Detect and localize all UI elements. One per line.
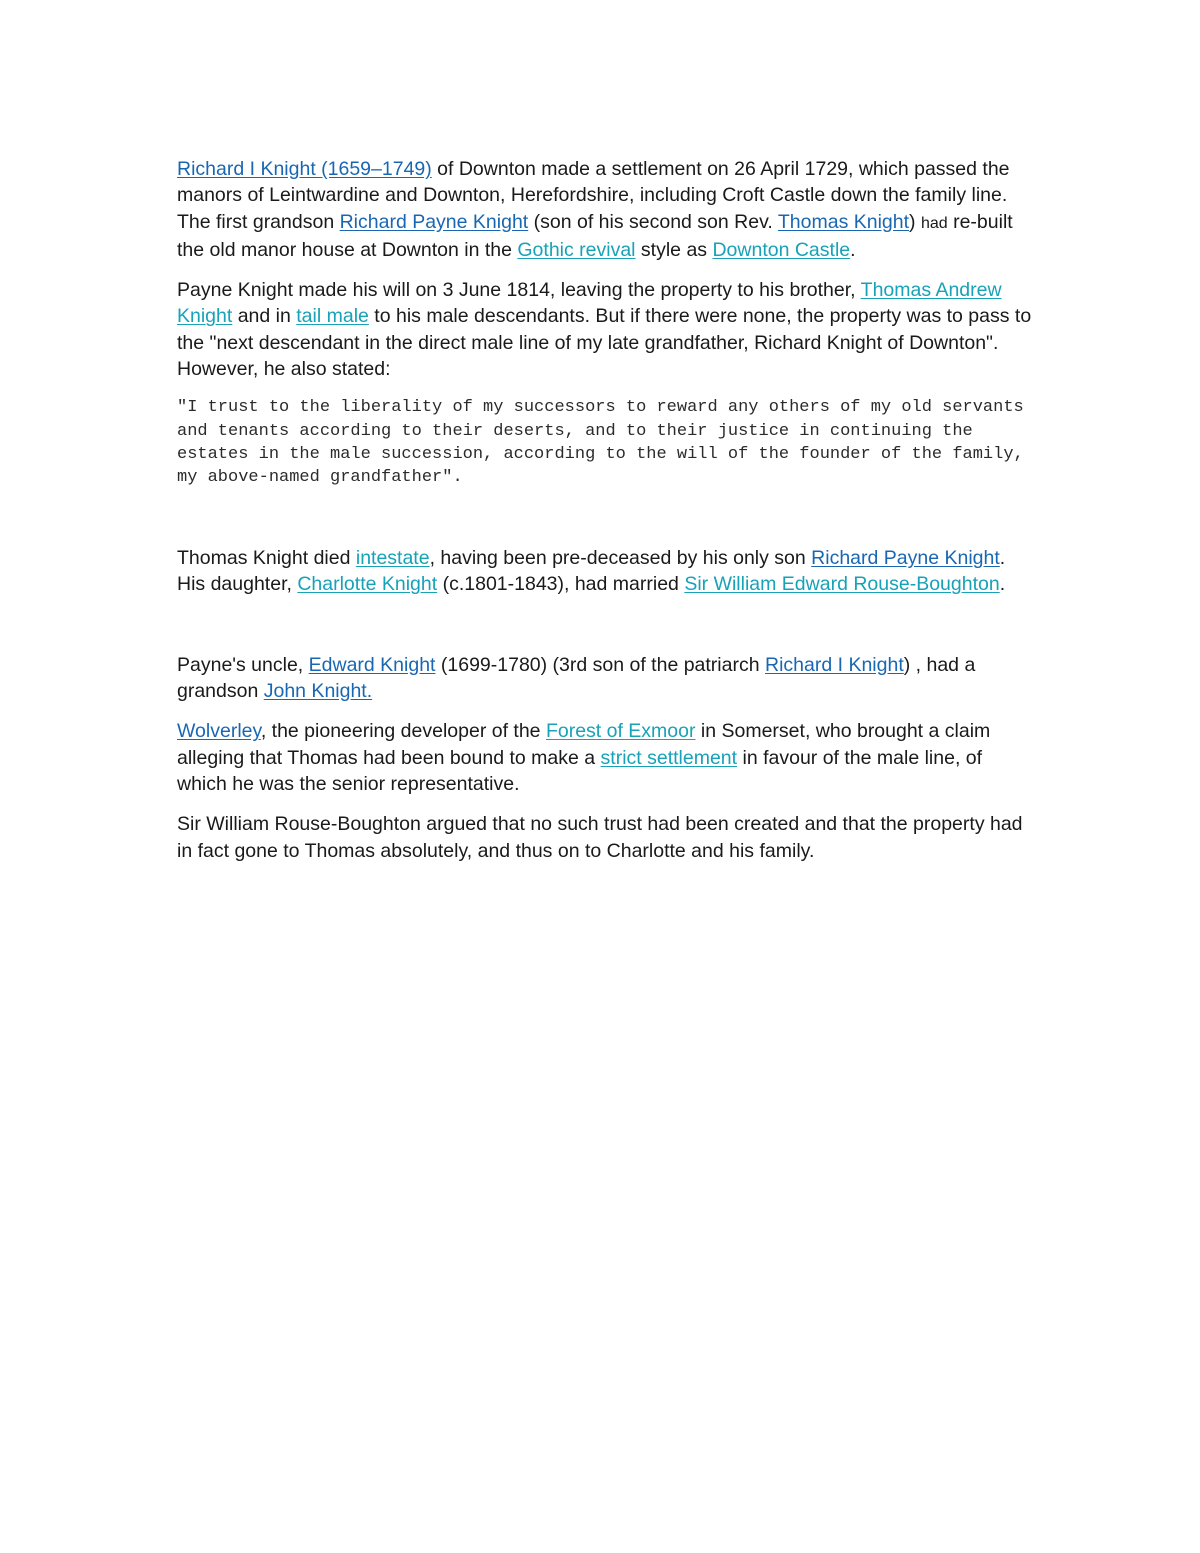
text: style as: [635, 238, 713, 261]
link-sir-william-rouse-boughton[interactable]: Sir William Edward Rouse-Boughton: [684, 573, 1000, 596]
link-john-knight[interactable]: John Knight.: [263, 680, 373, 703]
link-edward-knight[interactable]: Edward Knight: [308, 653, 436, 676]
text: had: [920, 214, 948, 232]
paragraph-settlement: [177, 156, 1032, 263]
link-strict-settlement[interactable]: strict settlement: [600, 746, 738, 769]
document-body: [177, 156, 1032, 864]
link-downton-castle[interactable]: Downton Castle: [712, 238, 851, 261]
paragraph-intestate: [177, 545, 1032, 598]
link-intestate[interactable]: intestate: [355, 547, 430, 570]
link-forest-of-exmoor[interactable]: Forest of Exmoor: [545, 720, 696, 743]
text: . His daughter,: [177, 547, 1006, 596]
link-thomas-andrew-knight[interactable]: Thomas Andrew Knight: [177, 279, 1002, 328]
text: ): [909, 210, 921, 233]
quote-block: "I trust to the liberality of my successors to reward any others of my old servants and tenants according to their deserts, and to their justice in continuing the estates in the male succession, according to the will of the founder of the family, my above-named grandfather".: [177, 398, 1024, 487]
text: , having been pre-deceased by his only son: [429, 547, 812, 570]
text: to his male descendants. But if there were none, the property was to pass to the "next descendant in the direct male line of my late grandfather, Richard Knight of Downton". However, he also stated:: [177, 305, 1032, 381]
text: Sir William Rouse-Boughton argued that no such trust had been created and that the property had in fact gone to Thomas absolutely, and thus on to Charlotte and his family.: [177, 813, 1023, 862]
link-richard-i-knight[interactable]: Richard I Knight: [765, 653, 904, 676]
text: of Downton made a settlement on 26 April 1729, which passed the manors of Leintwardine and Downton, Herefordshire, including Croft Castle down the family line. The first grandson: [177, 158, 1010, 233]
paragraph-edward-knight: [177, 652, 1032, 705]
paragraph-wolverley: [177, 718, 1032, 797]
text: in favour of the male line, of which he was the senior representative.: [177, 746, 983, 795]
paragraph-will: [177, 277, 1032, 382]
link-richard-i-knight[interactable]: Richard I Knight (1659–1749): [177, 158, 432, 180]
text: Payne Knight made his will on 3 June 1814, leaving the property to his brother,: [177, 279, 861, 302]
text: .: [850, 238, 856, 261]
text: ) , had a grandson: [177, 653, 976, 703]
text: Thomas Knight died: [177, 547, 356, 570]
link-wolverley[interactable]: Wolverley: [177, 720, 261, 743]
paragraph-rouse-boughton-argument: [177, 811, 1032, 864]
text: (1699-1780) (3rd son of the patriarch: [435, 653, 765, 676]
link-thomas-knight[interactable]: Thomas Knight: [777, 210, 910, 233]
text: (c.1801-1843), had married: [437, 573, 685, 596]
link-charlotte-knight[interactable]: Charlotte Knight: [297, 573, 438, 596]
text: and in: [232, 305, 297, 328]
text: in Somerset, who brought a claim alleging that Thomas had been bound to make a: [177, 720, 991, 769]
text: re-built the old manor house at Downton in the: [177, 210, 1013, 261]
link-richard-payne-knight[interactable]: Richard Payne Knight: [339, 210, 529, 233]
link-richard-payne-knight[interactable]: Richard Payne Knight: [811, 547, 1000, 570]
text: .: [999, 573, 1006, 596]
text: Payne's uncle,: [177, 653, 309, 676]
text: (son of his second son Rev.: [528, 210, 778, 233]
link-gothic-revival[interactable]: Gothic revival: [517, 238, 636, 261]
text: , the pioneering developer of the: [260, 720, 546, 743]
link-tail-male[interactable]: tail male: [296, 305, 369, 328]
